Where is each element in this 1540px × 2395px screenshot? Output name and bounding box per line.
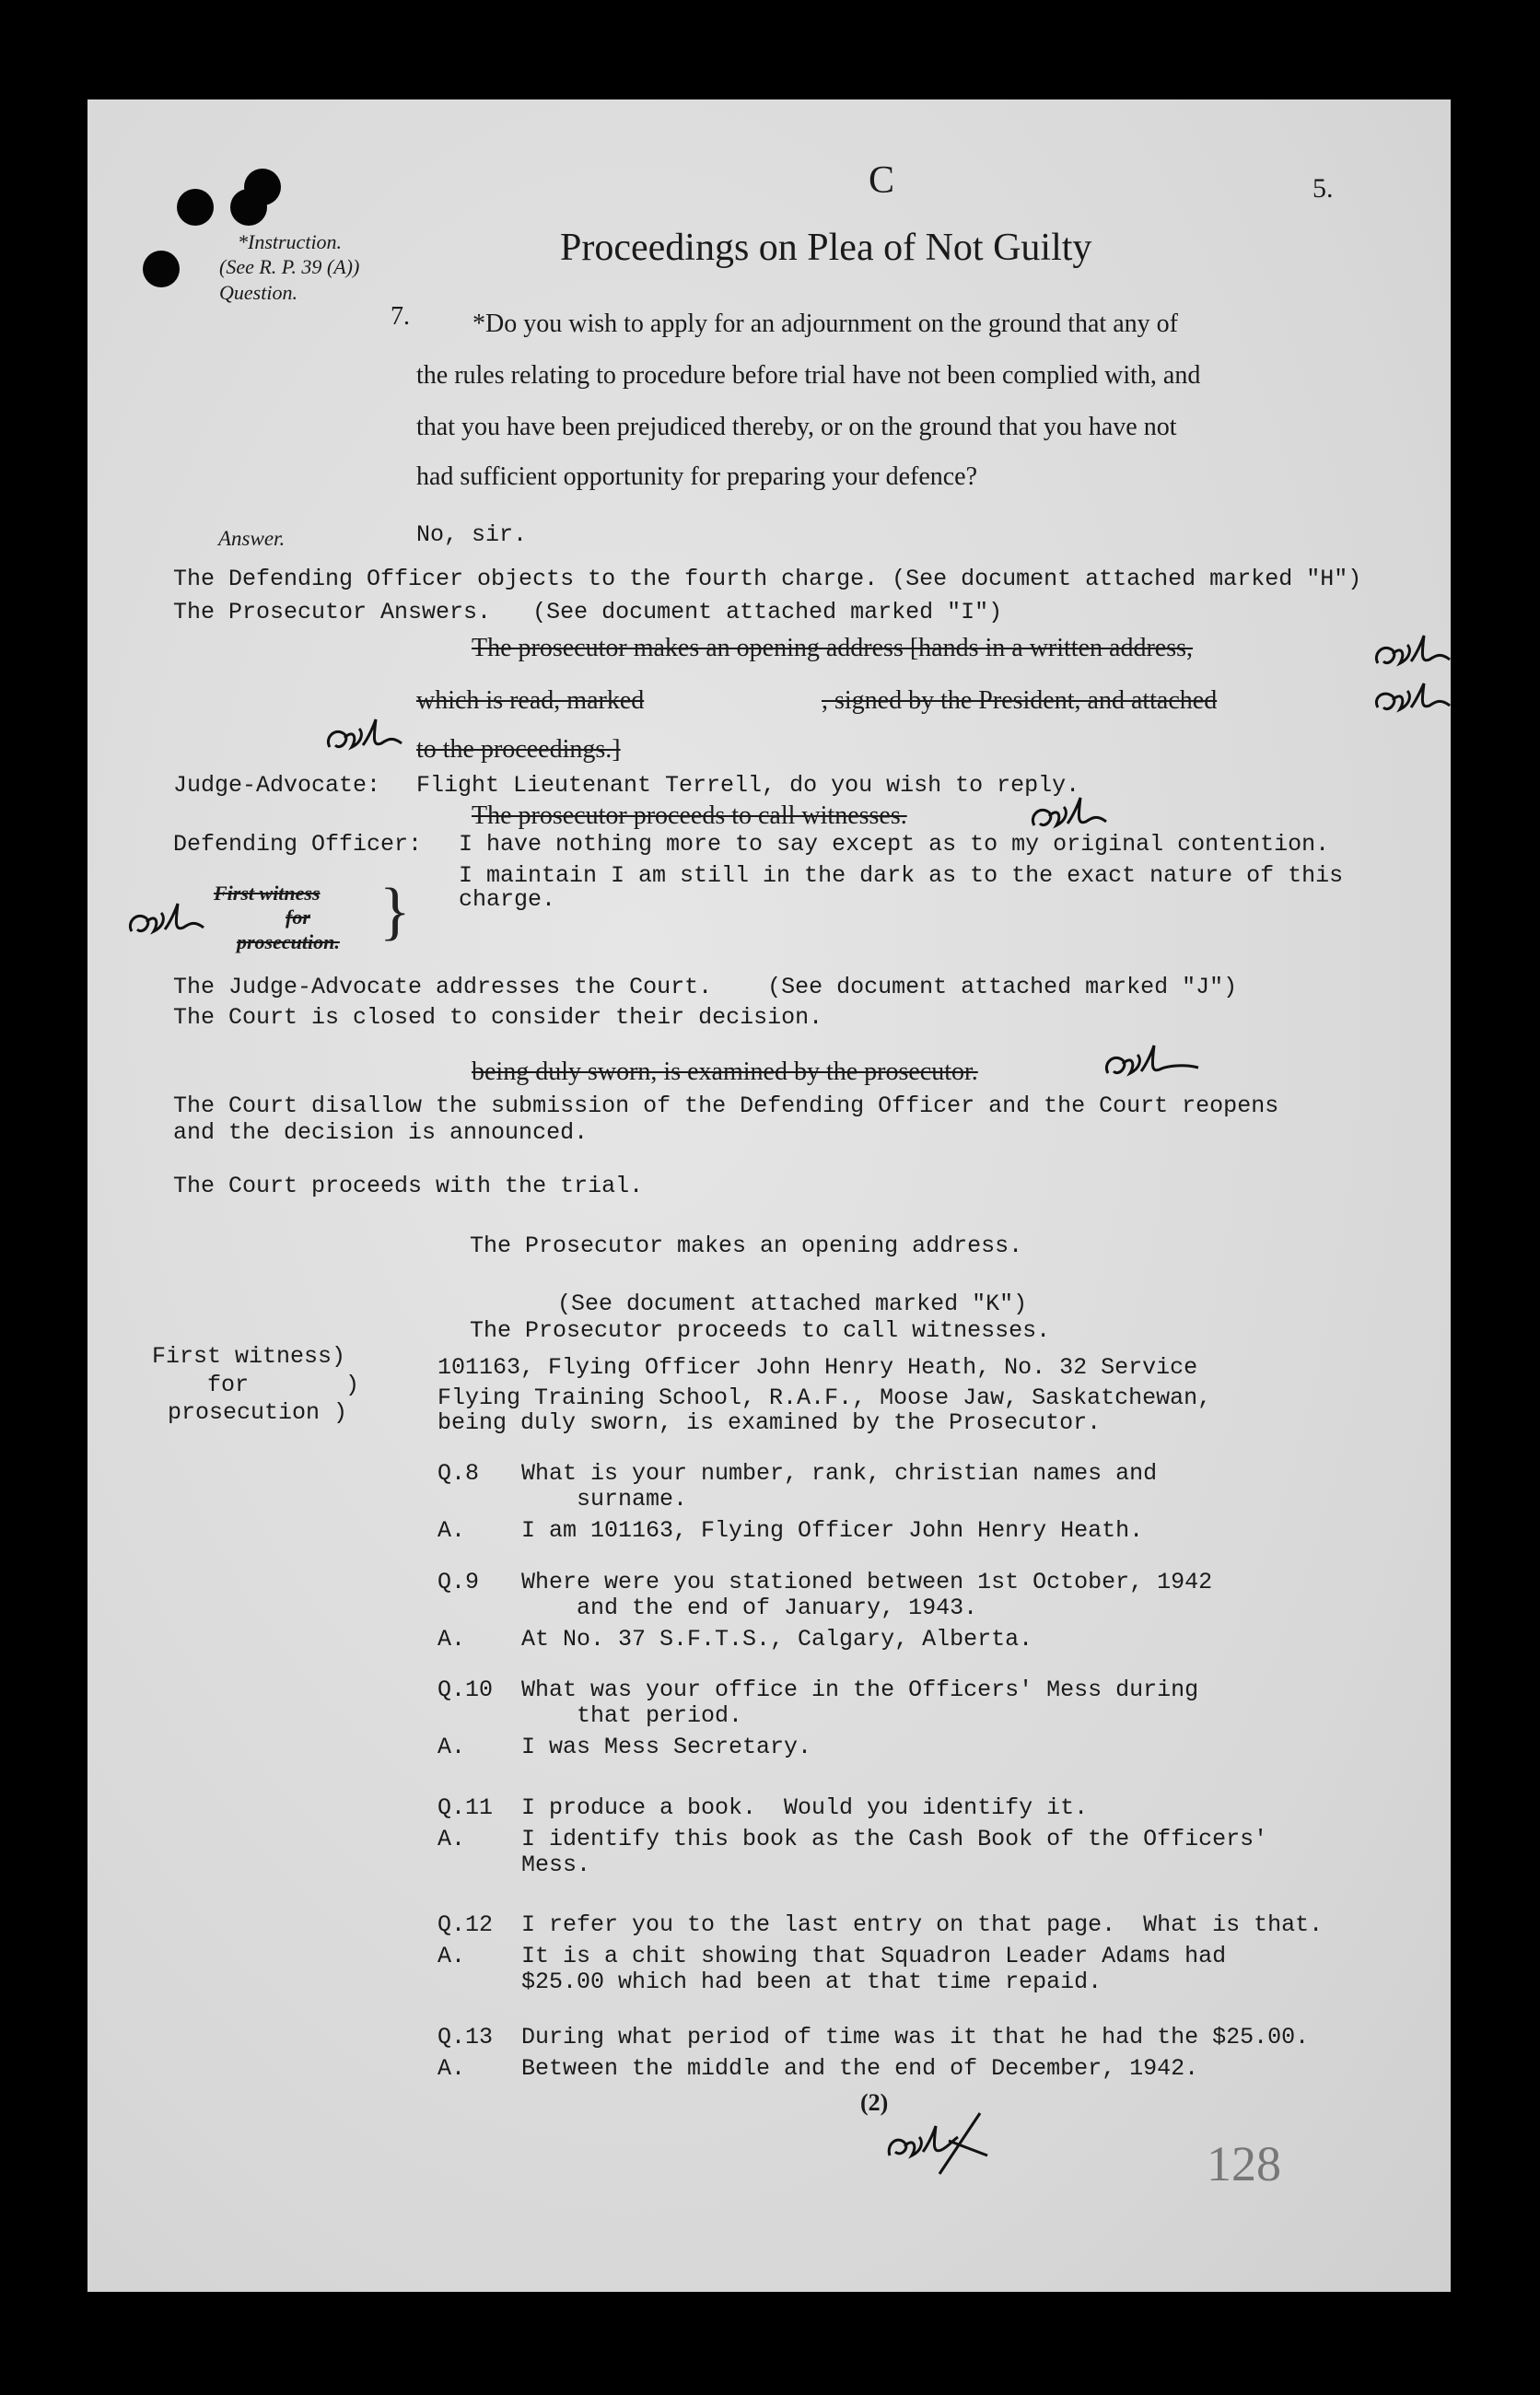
struck-line: which is read, marked [416, 686, 645, 715]
struck-line: , signed by the President, and attached [822, 686, 1218, 715]
defending-officer-text: I maintain I am still in the dark as to the exact nature of this [459, 862, 1344, 889]
question-text: What is your number, rank, christian names and [521, 1460, 1158, 1487]
struck-line: to the proceedings.] [416, 735, 621, 764]
margin-brace: } [379, 876, 411, 947]
punch-hole [244, 169, 281, 205]
question-text-line: *Do you wish to apply for an adjournment on the ground that any of [472, 310, 1178, 338]
struck-margin-label: for [286, 905, 310, 929]
witness-margin-label: prosecution ) [168, 1399, 348, 1426]
question-number: Q.9 [438, 1569, 480, 1595]
answer-text: I am 101163, Flying Officer John Henry Heath. [521, 1517, 1144, 1544]
handwritten-initials [1027, 792, 1110, 847]
question-number: Q.11 [438, 1794, 494, 1821]
question-text: and the end of January, 1943. [521, 1595, 978, 1621]
section-letter: C [869, 159, 895, 202]
body-line: The Court is closed to consider their decision. [173, 1004, 823, 1031]
question-number: Q.13 [438, 2024, 494, 2050]
defending-officer-label: Defending Officer: [173, 831, 423, 858]
body-line: The Defending Officer objects to the fourth charge. (See document attached marked "H") [173, 566, 1362, 592]
question-text: that period. [521, 1702, 743, 1729]
page-title: Proceedings on Plea of Not Guilty [560, 227, 1092, 269]
answer-text: I identify this book as the Cash Book of the Officers' [521, 1826, 1268, 1852]
witness-line: being duly sworn, is examined by the Prosecutor. [438, 1409, 1102, 1436]
defending-officer-text: charge. [459, 886, 556, 913]
question-text: Where were you stationed between 1st October, 1942 [521, 1569, 1213, 1595]
question-text-line: had sufficient opportunity for preparing your defence? [416, 462, 978, 491]
handwritten-initials [884, 2100, 995, 2183]
question-text: I produce a book. Would you identify it. [521, 1794, 1089, 1821]
struck-line: The prosecutor makes an opening address [hands in a written address, [472, 634, 1193, 662]
witness-margin-label: First witness) [152, 1343, 346, 1370]
instruction-label: *Instruction. [238, 230, 343, 253]
question-text-line: the rules relating to procedure before trial have not been complied with, and [416, 361, 1201, 390]
answer-text: $25.00 which had been at that time repaid. [521, 1969, 1102, 1995]
page-marker: (2) [860, 2089, 889, 2116]
answer-text: I was Mess Secretary. [521, 1734, 812, 1760]
handwritten-initials [1371, 680, 1453, 735]
body-line: The Prosecutor makes an opening address. [470, 1233, 1023, 1259]
struck-line: The prosecutor proceeds to call witnesses. [472, 801, 907, 830]
answer-text: Mess. [521, 1852, 591, 1878]
question-number: Q.10 [438, 1676, 494, 1703]
defending-officer-text: I have nothing more to say except as to my original contention. [459, 831, 1330, 858]
question-text-line: that you have been prejudiced thereby, or on the ground that you have not [416, 413, 1177, 441]
judge-advocate-text: Flight Lieutenant Terrell, do you wish to reply. [416, 772, 1080, 799]
body-line: The Judge-Advocate addresses the Court. (See document attached marked "J") [173, 974, 1238, 1000]
body-line: The Court proceeds with the trial. [173, 1173, 644, 1199]
question-number: Q.8 [438, 1460, 480, 1487]
answer-label: A. [438, 1626, 466, 1653]
answer-label: A. [438, 2055, 466, 2082]
page-number: 5. [1312, 173, 1334, 204]
answer-label: A. [438, 1734, 466, 1760]
handwritten-initials [322, 714, 405, 769]
body-line: The Prosecutor proceeds to call witnesses. [470, 1317, 1051, 1344]
struck-margin-label: First witness [214, 882, 321, 905]
witness-margin-label: for ) [207, 1372, 360, 1398]
stamped-number: 128 [1207, 2136, 1281, 2191]
struck-margin-label: prosecution. [237, 930, 340, 953]
question-text: I refer you to the last entry on that page. What is that. [521, 1911, 1324, 1938]
question-text: During what period of time was it that he had the $25.00. [521, 2024, 1310, 2050]
answer-text: At No. 37 S.F.T.S., Calgary, Alberta. [521, 1626, 1033, 1653]
question-text: surname. [521, 1486, 688, 1513]
body-line: The Prosecutor Answers. (See document attached marked "I") [173, 599, 1003, 625]
body-line: The Court disallow the submission of the Defending Officer and the Court reopens [173, 1092, 1279, 1119]
question-number: 7. [391, 302, 410, 331]
question-number: Q.12 [438, 1911, 494, 1938]
punch-hole [177, 189, 214, 226]
answer-label: A. [438, 1826, 466, 1852]
handwritten-initials [1101, 1036, 1202, 1092]
witness-line: 101163, Flying Officer John Henry Heath, No. 32 Service [438, 1354, 1198, 1381]
answer-text: It is a chit showing that Squadron Leader Adams had [521, 1943, 1227, 1969]
handwritten-initials [1371, 626, 1453, 682]
judge-advocate-label: Judge-Advocate: [173, 772, 381, 799]
handwritten-initials [124, 898, 207, 953]
answer-text: Between the middle and the end of December, 1942. [521, 2055, 1199, 2082]
instruction-question-label: Question. [219, 281, 298, 304]
instruction-reference: (See R. P. 39 (A)) [219, 255, 360, 278]
body-line: (See document attached marked "K") [557, 1291, 1028, 1317]
struck-line: being duly sworn, is examined by the prosecutor. [472, 1057, 978, 1086]
answer-label: A. [438, 1943, 466, 1969]
body-line: and the decision is announced. [173, 1119, 589, 1146]
punch-hole [143, 251, 180, 287]
answer-label: A. [438, 1517, 466, 1544]
question-text: What was your office in the Officers' Mess during [521, 1676, 1199, 1703]
answer-text: No, sir. [416, 521, 528, 548]
answer-label: Answer. [218, 527, 286, 550]
witness-line: Flying Training School, R.A.F., Moose Jaw, Saskatchewan, [438, 1384, 1212, 1411]
